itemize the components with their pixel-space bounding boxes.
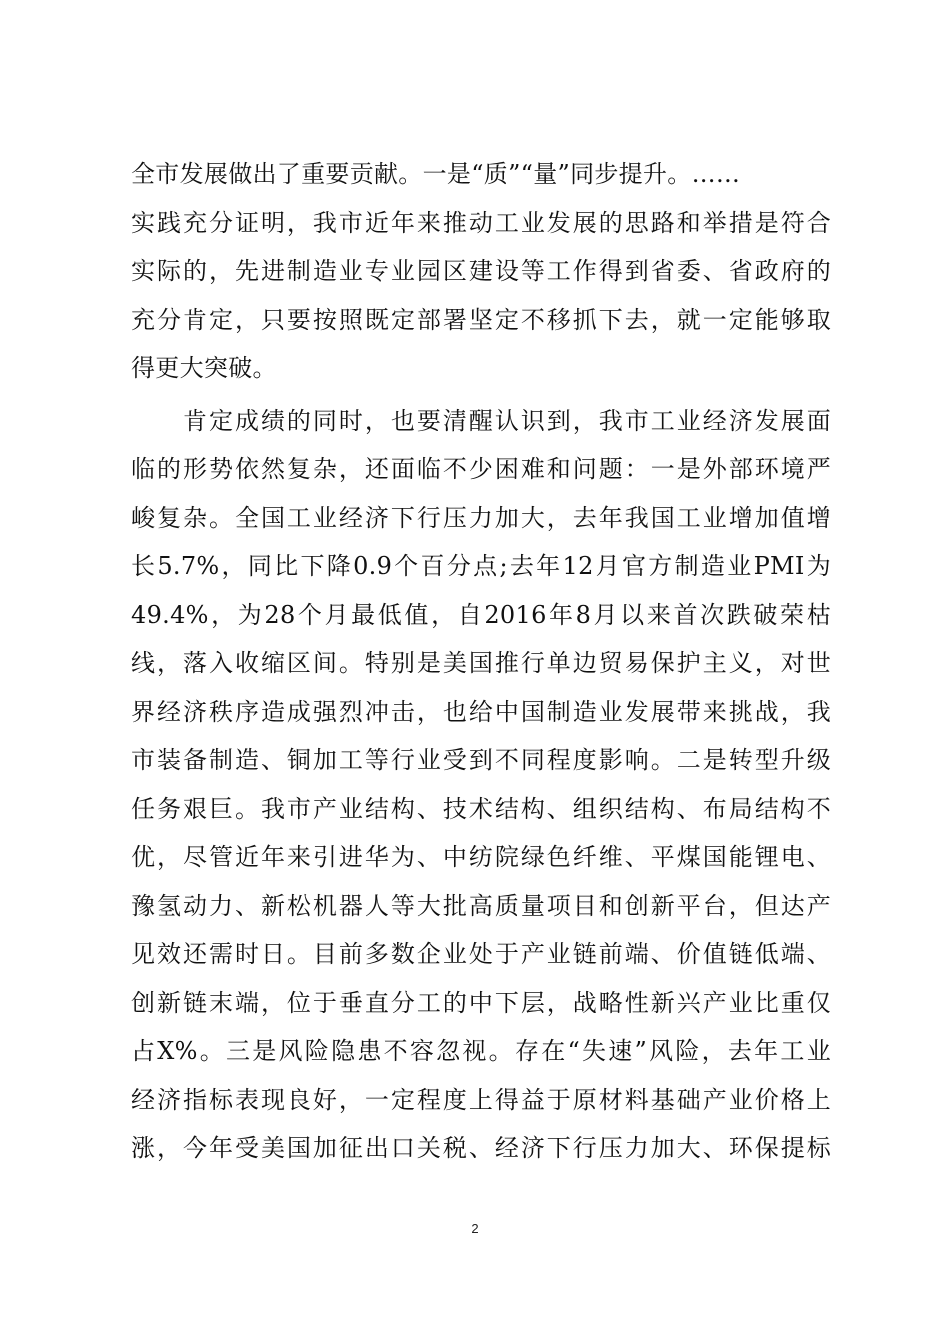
text-line: 优，尽管近年来引进华为、中纺院绿色纤维、平煤国能锂电、 (131, 843, 831, 871)
text-line: 全市发展做出了重要贡献。一是“质”“量”同步提升。…… (131, 160, 741, 188)
text-line: 长5.7%，同比下降0.9个百分点;去年12月官方制造业PMI为 (131, 552, 831, 580)
text-line: 创新链末端，位于垂直分工的中下层，战略性新兴产业比重仅 (131, 988, 831, 1017)
text-line: 占X%。三是风险隐患不容忽视。存在“失速”风险，去年工业 (131, 1037, 831, 1065)
text-line: 临的形势依然复杂，还面临不少困难和问题：一是外部环境严 (131, 455, 831, 483)
text-line: 涨，今年受美国加征出口关税、经济下行压力加大、环保提标 (131, 1134, 831, 1162)
text-line: 充分肯定，只要按照既定部署坚定不移抓下去，就一定能够取 (131, 305, 831, 334)
text-line: 见效还需时日。目前多数企业处于产业链前端、价值链低端、 (131, 940, 831, 968)
text-line: 49.4%，为28个月最低值，自2016年8月以来首次跌破荣枯 (131, 600, 831, 629)
text-line: 任务艰巨。我市产业结构、技术结构、组织结构、布局结构不 (131, 794, 831, 823)
text-line: 实践充分证明，我市近年来推动工业发展的思路和举措是符合 (131, 208, 831, 237)
text-line: 得更大突破。 (131, 354, 277, 382)
text-line: 肯定成绩的同时，也要清醒认识到，我市工业经济发展面 (131, 406, 831, 435)
text-line: 峻复杂。全国工业经济下行压力加大，去年我国工业增加值增 (131, 503, 831, 532)
text-line: 实际的，先进制造业专业园区建设等工作得到省委、省政府的 (131, 257, 831, 285)
text-line: 市装备制造、铜加工等行业受到不同程度影响。二是转型升级 (131, 746, 831, 774)
text-line: 经济指标表现良好，一定程度上得益于原材料基础产业价格上 (131, 1085, 831, 1114)
text-line: 豫氢动力、新松机器人等大批高质量项目和创新平台，但达产 (131, 891, 831, 920)
text-line: 线，落入收缩区间。特别是美国推行单边贸易保护主义，对世 (131, 649, 831, 677)
body-text (131, 150, 831, 1173)
text-line: 界经济秩序造成强烈冲击，也给中国制造业发展带来挑战，我 (131, 697, 831, 726)
page-number: 2 (471, 1221, 479, 1236)
